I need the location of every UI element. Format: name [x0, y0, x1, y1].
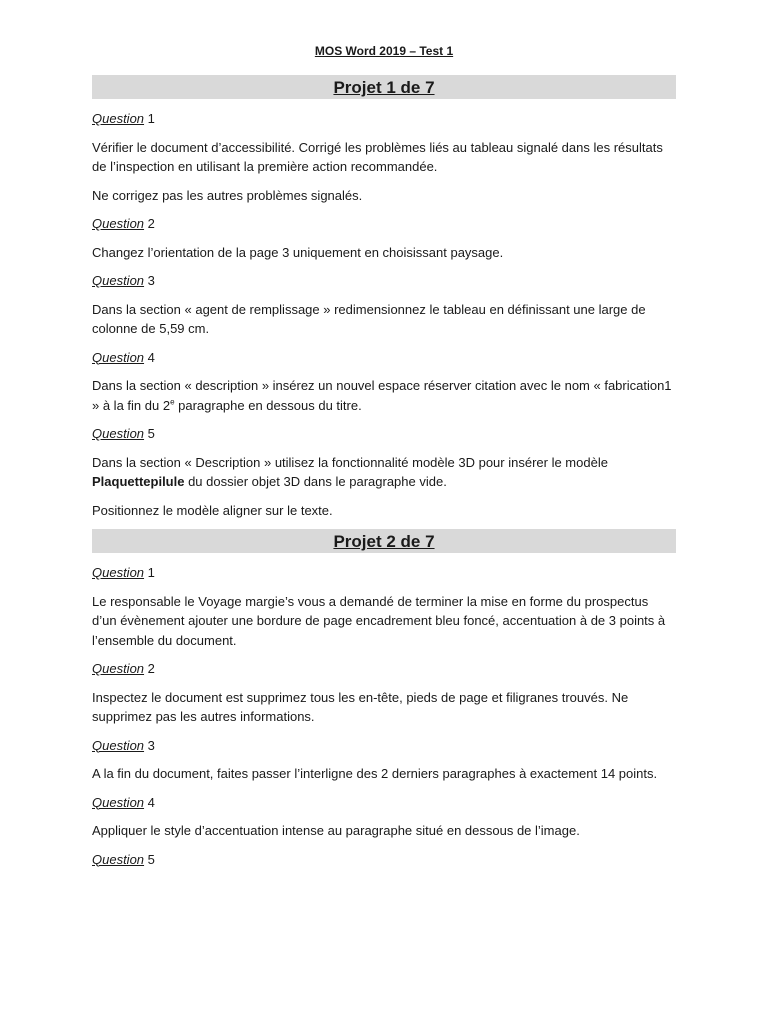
question-number: 1 [147, 111, 155, 126]
question-word: Question [92, 661, 145, 676]
question-word: Question [92, 216, 145, 231]
text-segment: Dans la section « Description » utilisez la fonctionnalité modèle 3D pour insérer le modèle [92, 454, 608, 470]
question-4-label [92, 348, 676, 368]
question-number: 4 [147, 349, 155, 365]
question-1-label [92, 109, 676, 129]
question-3-text: A la fin du document, faites passer l’interligne des 2 derniers paragraphes à exactement 14 points. [92, 766, 658, 781]
text-segment: du dossier objet 3D dans le paragraphe vide. [184, 474, 447, 489]
question-number: 2 [147, 661, 155, 676]
text-segment: paragraphe en dessous du titre. [174, 397, 362, 413]
question-word: Question [92, 851, 145, 867]
question-5-label [92, 850, 676, 870]
question-2-label [92, 659, 676, 679]
question-2-label [92, 214, 676, 234]
text-segment: Dans la section « description » insérez un nouvel espace réserver citation avec le nom « fabrication1 » à la fin du 2 [92, 378, 672, 413]
question-word: Question [92, 111, 145, 126]
document-page [92, 40, 676, 878]
question-word: Question [92, 737, 145, 753]
question-number: 5 [147, 851, 155, 867]
question-word: Question [92, 794, 145, 810]
question-number: 3 [147, 737, 155, 753]
question-number: 2 [147, 216, 155, 231]
question-1-label [92, 563, 676, 583]
question-5-label [92, 424, 676, 444]
question-4-label [92, 793, 676, 813]
question-4-text [92, 376, 676, 415]
question-4-text: Appliquer le style d’accentuation intense au paragraphe situé en dessous de l’image. [92, 823, 580, 838]
question-1-text: Le responsable le Voyage margie’s vous a demandé de terminer la mise en forme du prospectus d’un évènement ajouter une bordure de page encadrement bleu foncé, accentuation à de 3 points à l’ensemble du document. [92, 593, 666, 648]
question-word: Question [92, 349, 145, 365]
model-name-bold: Plaquettepilule [92, 474, 185, 489]
question-2-text: Inspectez le document est supprimez tous les en-tête, pieds de page et filigranes trouvés. Ne supprimez pas les autres informations. [92, 689, 629, 724]
superscript-ordinal: e [170, 397, 175, 407]
question-number: 1 [147, 565, 155, 580]
question-3-label [92, 271, 676, 291]
question-number: 3 [147, 273, 155, 288]
question-2-text: Changez l’orientation de la page 3 uniquement en choisissant paysage. [92, 244, 504, 260]
project-1-heading: Projet 1 de 7 [92, 75, 676, 99]
question-1-note: Ne corrigez pas les autres problèmes signalés. [92, 187, 363, 203]
question-1-text: Vérifier le document d’accessibilité. Corrigé les problèmes liés au tableau signalé dans les résultats de l’inspection en utilisant la première action recommandée. [92, 139, 663, 174]
question-5-note: Positionnez le modèle aligner sur le texte. [92, 502, 333, 518]
question-5-text [92, 453, 676, 492]
question-number: 4 [147, 794, 155, 810]
question-word: Question [92, 426, 145, 441]
question-number: 5 [147, 426, 155, 441]
question-3-text: Dans la section « agent de remplissage » redimensionnez le tableau en définissant une large de colonne de 5,59 cm. [92, 301, 646, 336]
question-word: Question [92, 273, 145, 288]
document-title: MOS Word 2019 – Test 1 [314, 44, 454, 58]
question-3-label [92, 736, 676, 756]
project-2-heading: Projet 2 de 7 [92, 529, 676, 553]
question-word: Question [92, 565, 145, 580]
